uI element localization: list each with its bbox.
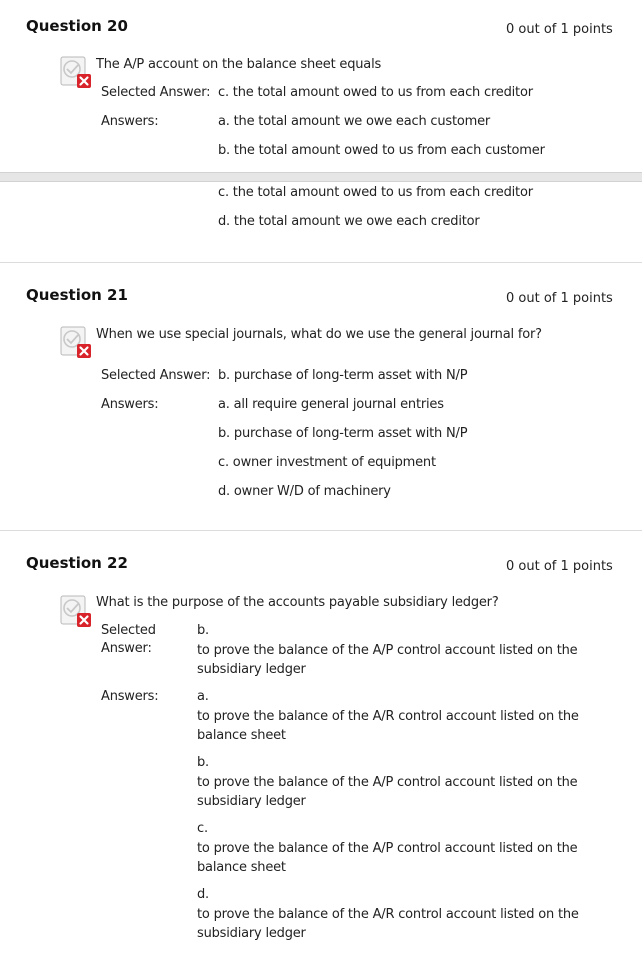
answer-option-letter: b. bbox=[197, 755, 209, 770]
answer-option-letter: d. bbox=[197, 887, 209, 902]
selected-answer-value: to prove the balance of the A/P control account listed on the subsidiary ledger bbox=[197, 643, 578, 677]
question-22-title: Question 22 bbox=[26, 554, 128, 572]
question-22-score: 0 out of 1 points bbox=[506, 559, 613, 574]
answer-option: d. the total amount we owe each creditor bbox=[218, 214, 480, 229]
answer-option: to prove the balance of the A/P control account listed on the subsidiary ledger bbox=[197, 775, 578, 809]
selected-answer-label-line2: Answer: bbox=[101, 641, 152, 656]
page-break-band bbox=[0, 172, 642, 182]
question-20-title: Question 20 bbox=[26, 17, 128, 35]
answer-option-letter: c. bbox=[197, 821, 208, 836]
answer-option: d. owner W/D of machinery bbox=[218, 484, 391, 499]
question-divider bbox=[0, 262, 642, 263]
answers-label: Answers: bbox=[101, 114, 159, 129]
incorrect-mark-icon bbox=[57, 55, 93, 89]
answers-label: Answers: bbox=[101, 397, 159, 412]
answer-option: to prove the balance of the A/R control account listed on the balance sheet bbox=[197, 709, 579, 743]
answer-option: to prove the balance of the A/R control account listed on the subsidiary ledger bbox=[197, 907, 579, 941]
selected-answer-value: c. the total amount owed to us from each creditor bbox=[218, 85, 533, 100]
selected-answer-letter: b. bbox=[197, 623, 209, 638]
question-21-title: Question 21 bbox=[26, 286, 128, 304]
answer-option: a. all require general journal entries bbox=[218, 397, 444, 412]
answer-option: to prove the balance of the A/P control account listed on the balance sheet bbox=[197, 841, 578, 875]
answer-option: c. owner investment of equipment bbox=[218, 455, 436, 470]
answer-option: a. the total amount we owe each customer bbox=[218, 114, 491, 129]
question-21-prompt: When we use special journals, what do we use the general journal for? bbox=[96, 327, 542, 342]
question-22-prompt: What is the purpose of the accounts payable subsidiary ledger? bbox=[96, 595, 499, 610]
answer-option-letter: a. bbox=[197, 689, 209, 704]
incorrect-mark-icon bbox=[57, 594, 93, 628]
selected-answer-label-line1: Selected bbox=[101, 623, 156, 638]
answer-option: b. the total amount owed to us from each customer bbox=[218, 143, 545, 158]
answer-option: b. purchase of long-term asset with N/P bbox=[218, 426, 468, 441]
question-21-score: 0 out of 1 points bbox=[506, 291, 613, 306]
answer-option: c. the total amount owed to us from each creditor bbox=[218, 185, 533, 200]
answers-label: Answers: bbox=[101, 689, 159, 704]
question-20-prompt: The A/P account on the balance sheet equals bbox=[96, 57, 382, 72]
incorrect-mark-icon bbox=[57, 325, 93, 359]
selected-answer-label: Selected Answer: bbox=[101, 368, 211, 383]
question-divider bbox=[0, 530, 642, 531]
selected-answer-label: Selected Answer: bbox=[101, 85, 211, 100]
question-20-score: 0 out of 1 points bbox=[506, 22, 613, 37]
selected-answer-value: b. purchase of long-term asset with N/P bbox=[218, 368, 468, 383]
